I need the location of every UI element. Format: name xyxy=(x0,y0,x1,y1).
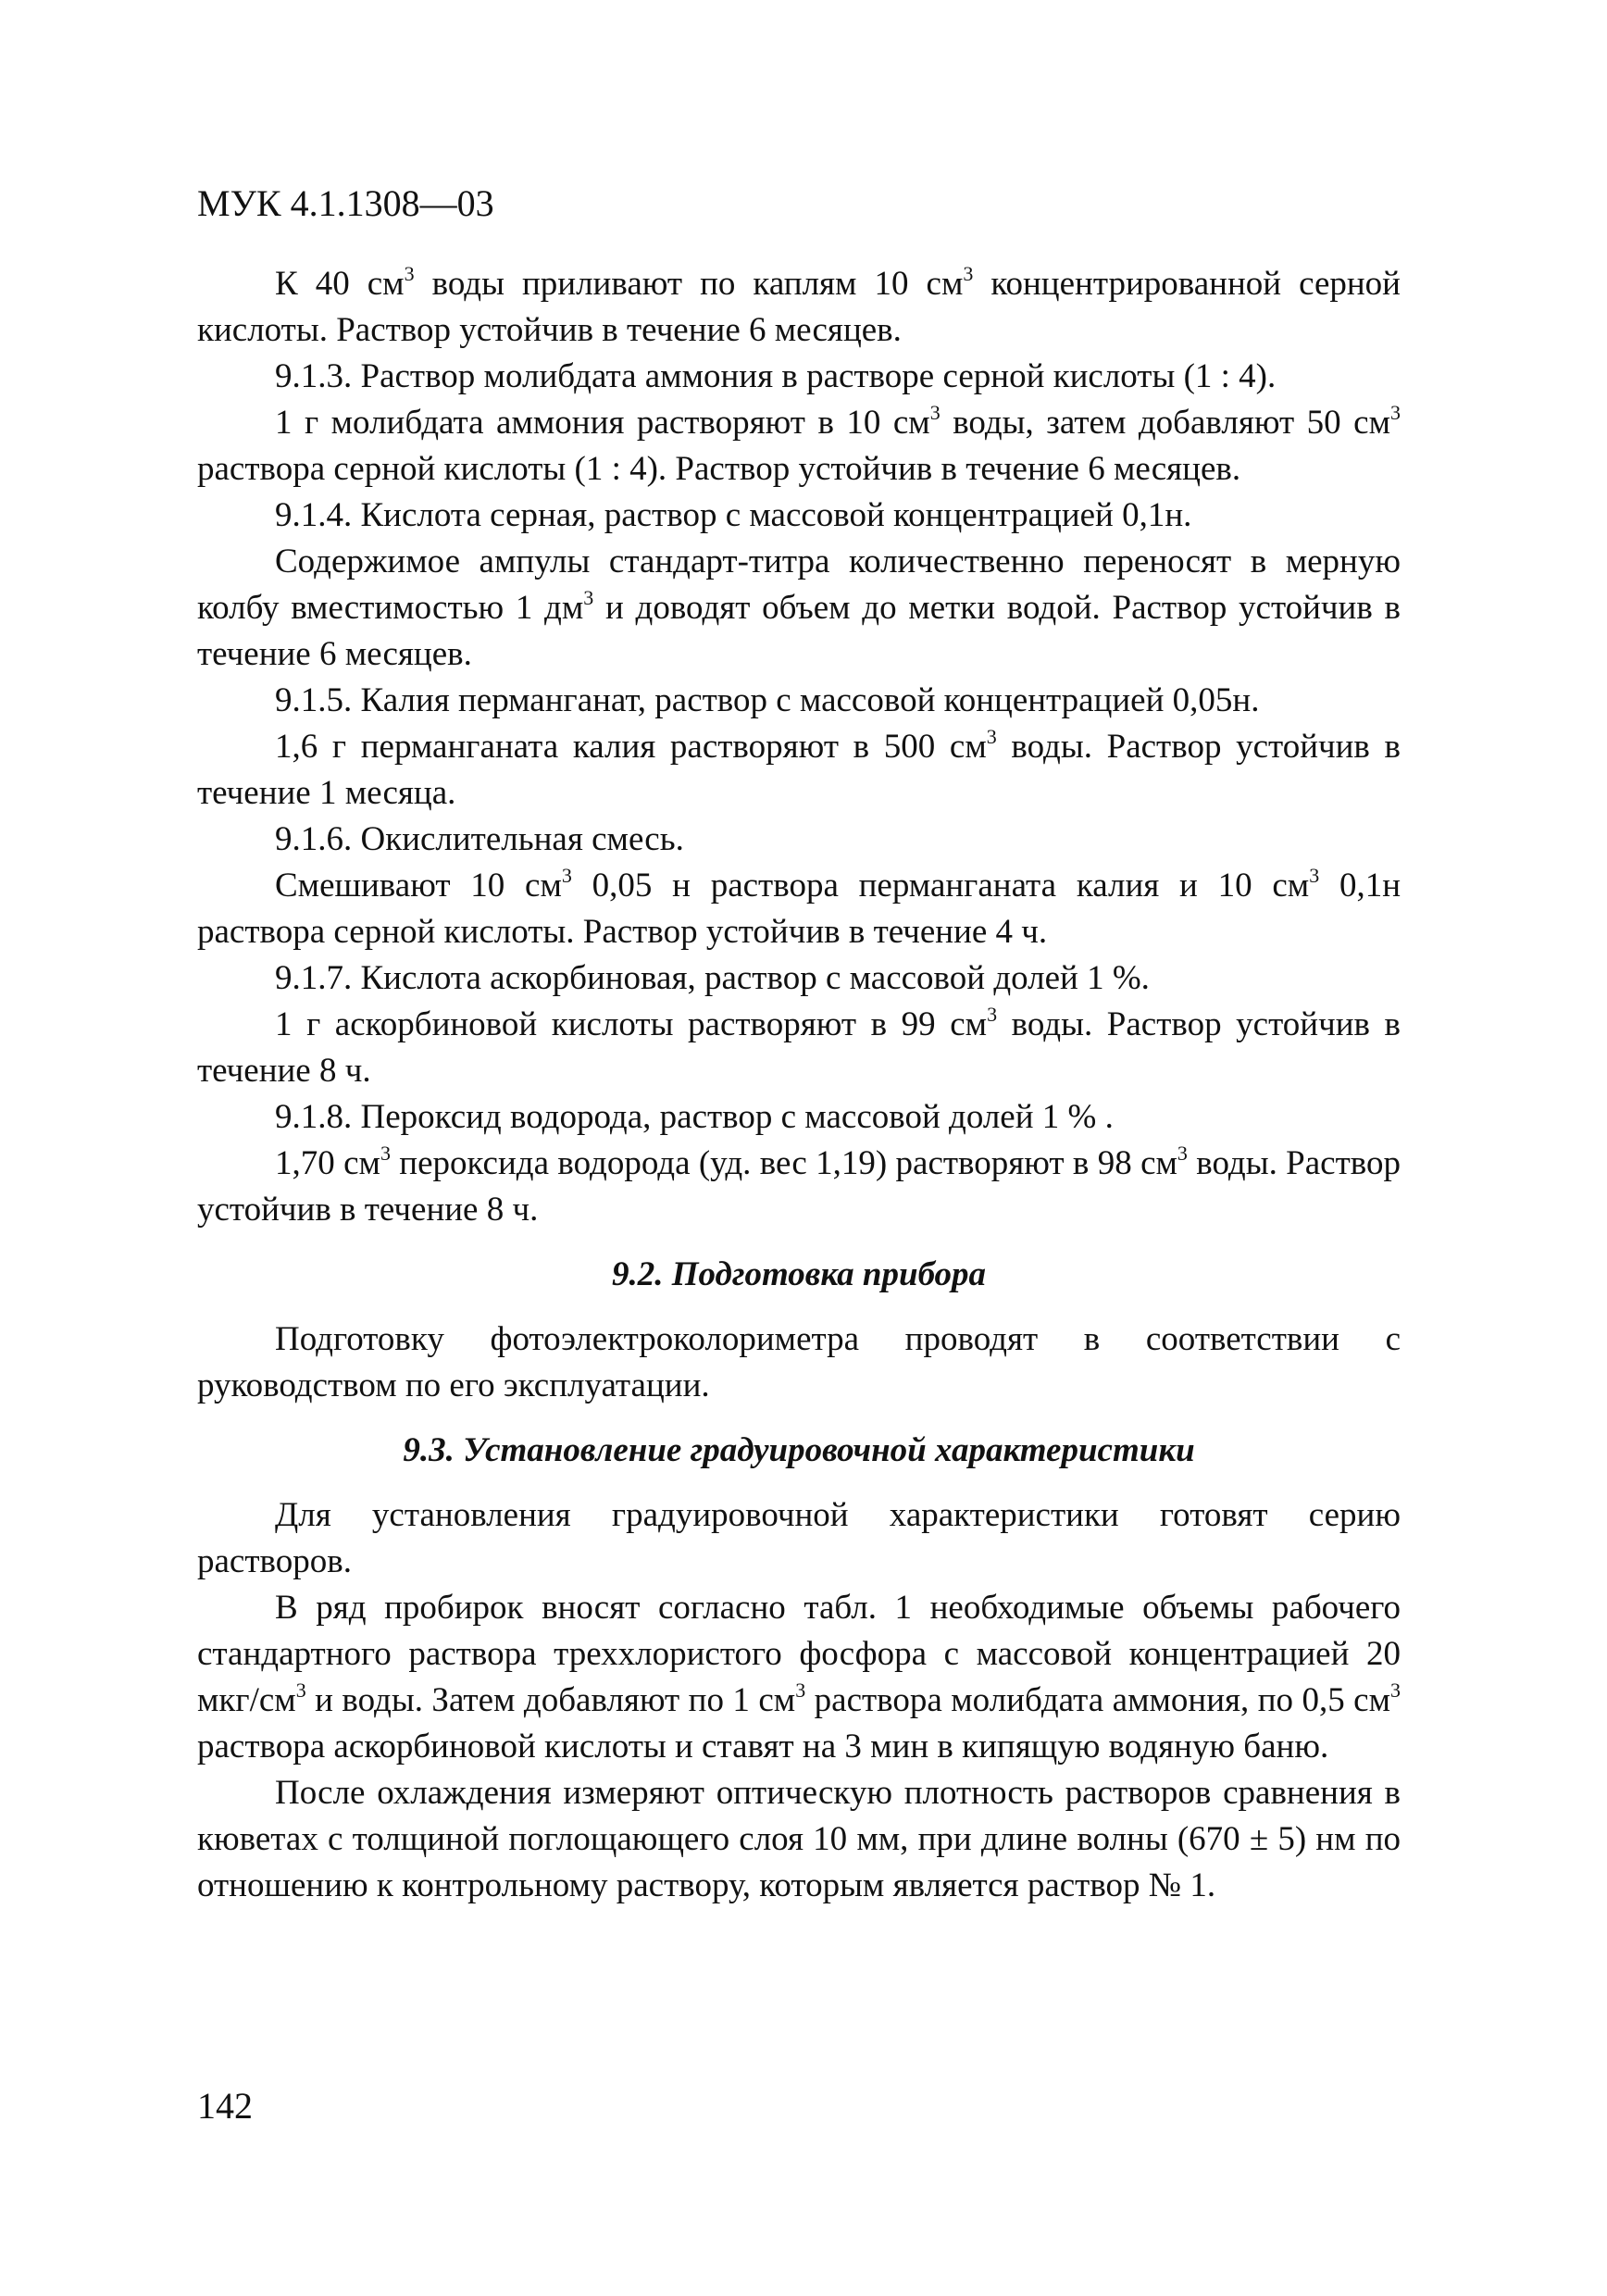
paragraph: К 40 $см^3$ воды приливают по каплям 10 $см^3$ концентрированной серной кислоты. Раствор устойчив в течение 6 месяцев. xyxy=(197,262,1401,349)
paragraph: 1,70 $см^3$ пероксида водорода (уд. вес 1,19) растворяют в 98 $см^3$ воды. Раствор устойчив в течение 8 ч. xyxy=(197,1142,1401,1229)
page-body xyxy=(197,261,1401,1909)
paragraph: После охлаждения измеряют оптическую плотность растворов сравнения в кюветах с толщиной поглощающего слоя 10 мм, при длине волны (670 ± 5) нм по отношению к контрольному раствору, которым является раствор № 1. xyxy=(197,1774,1401,1904)
paragraph: Для установления градуировочной характеристики готовят серию растворов. xyxy=(197,1496,1401,1580)
paragraph: 9.1.7. Кислота аскорбиновая, раствор с массовой долей 1 %. xyxy=(275,959,1150,997)
paragraph: 9.1.6. Окислительная смесь. xyxy=(275,820,684,858)
paragraph: 9.1.3. Раствор молибдата аммония в растворе серной кислоты (1 : 4). xyxy=(275,357,1277,395)
paragraph: 9.1.5. Калия перманганат, раствор с массовой концентрацией 0,05н. xyxy=(275,681,1260,719)
paragraph: Подготовку фотоэлектроколориметра проводят в соответствии с руководством по его эксплуатации. xyxy=(197,1320,1401,1404)
paragraph: 1 г молибдата аммония растворяют в 10 $см^3$ воды, затем добавляют 50 $см^3$ раствора серной кислоты (1 : 4). Раствор устойчив в течение 6 месяцев. xyxy=(197,401,1401,488)
paragraph: Содержимое ампулы стандарт-титра количественно переносят в мерную колбу вместимостью 1 $дм^3$ и доводят объем до метки водой. Раствор устойчив в течение 6 месяцев. xyxy=(197,543,1401,673)
section-heading: 9.2. Подготовка прибора xyxy=(611,1255,987,1293)
paragraph: 1 г аскорбиновой кислоты растворяют в 99 $см^3$ воды. Раствор устойчив в течение 8 ч. xyxy=(197,1003,1401,1090)
paragraph: 1,6 г перманганата калия растворяют в 500 $см^3$ воды. Раствор устойчив в течение 1 месяца. xyxy=(197,725,1401,812)
paragraph: 9.1.4. Кислота серная, раствор с массовой концентрацией 0,1н. xyxy=(275,496,1192,534)
section-heading: 9.3. Установление градуировочной характеристики xyxy=(403,1431,1195,1469)
paragraph: 9.1.8. Пероксид водорода, раствор с массовой долей 1 % . xyxy=(275,1098,1114,1136)
page-number: 142 xyxy=(197,2085,253,2127)
paragraph: Смешивают 10 $см^3$ 0,05 н раствора перманганата калия и 10 $см^3$ 0,1н раствора серной кислоты. Раствор устойчив в течение 4 ч. xyxy=(197,864,1401,951)
running-header: МУК 4.1.1308—03 xyxy=(197,182,494,224)
paragraph: В ряд пробирок вносят согласно табл. 1 необходимые объемы рабочего стандартного раствора треххлористого фосфора с массовой концентрацией 20 мкг/$см^3$ и воды. Затем добавляют по 1 $см^3$ раствора молибдата аммония, по 0,5 $см^3$ раствора аскорбиновой кислоты и ставят на 3 мин в кипящую водяную баню. xyxy=(197,1589,1401,1766)
